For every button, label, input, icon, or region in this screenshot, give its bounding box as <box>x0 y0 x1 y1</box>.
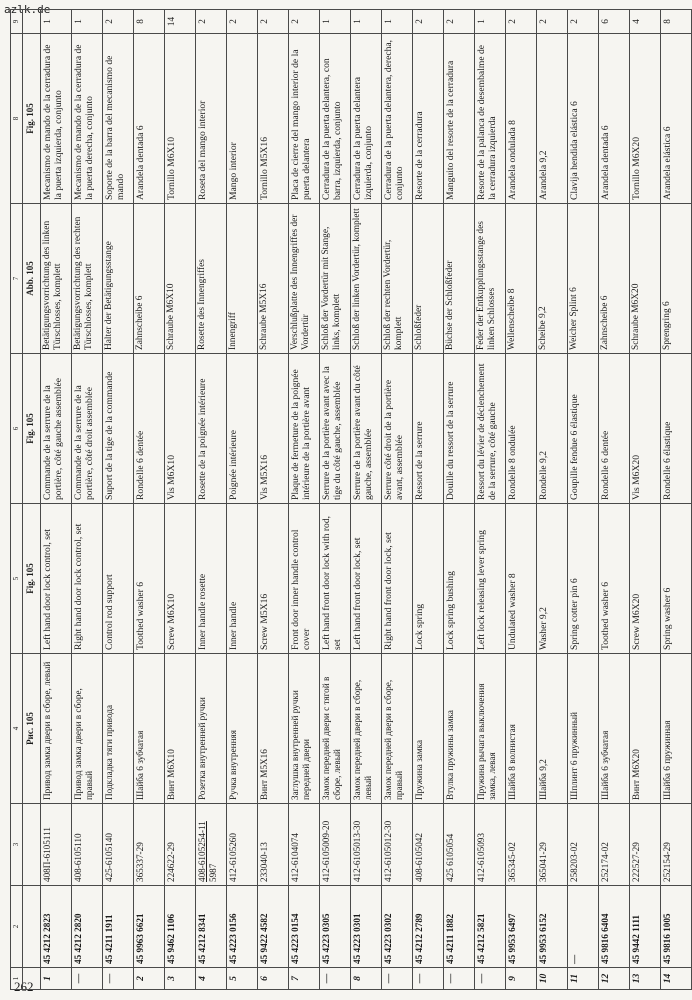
cell-en: Toothed washer 6 <box>134 504 165 654</box>
cell-ru: Шайба 6 зубчатая <box>599 654 630 804</box>
header-fr: Fig. 105 <box>23 354 41 504</box>
cell-fr: Rosette de la poignée intérieure <box>196 354 227 504</box>
col-num-2: 2 <box>11 886 23 968</box>
cell-es: Mecanismo de mando de la cerradura de la puerta izquierda, conjunto <box>41 34 72 204</box>
cell-alt: 408-6105110 <box>72 804 103 886</box>
cell-de: Schraube M5X16 <box>258 204 289 354</box>
cell-cat: 45 9816 1005 <box>661 886 692 968</box>
cell-ru: Винт М6Х10 <box>165 654 196 804</box>
table-row <box>413 10 444 990</box>
cell-de: Verschlußplatte des Innengriffes der Vordertür <box>289 204 320 354</box>
table-row <box>630 10 661 990</box>
col-num-7: 7 <box>11 204 23 354</box>
cell-de: Rosette des Innengriffes <box>196 204 227 354</box>
cell-qty: 8 <box>134 10 165 34</box>
cell-es: Soporte de la barra del mecanismo de mando <box>103 34 134 204</box>
cell-de: Schloß der rechten Vordertür, komplett <box>382 204 413 354</box>
cell-qty: 2 <box>103 10 134 34</box>
alt-number-suffix: 5987 <box>208 863 218 882</box>
cell-pos: 11 <box>568 968 599 990</box>
cell-cat: 45 9442 1111 <box>630 886 661 968</box>
cell-cat: 45 4211 1911 <box>103 886 134 968</box>
cell-qty: 2 <box>568 10 599 34</box>
cell-alt: 412-6105093 <box>475 804 506 886</box>
table-row <box>382 10 413 990</box>
cell-cat: 45 4223 0154 <box>289 886 320 968</box>
cell-alt: 412-6105260 <box>227 804 258 886</box>
cell-de: Schraube M6X20 <box>630 204 661 354</box>
cell-en: Toothed washer 6 <box>599 504 630 654</box>
cell-pos: 5 <box>227 968 258 990</box>
cell-fr: Rondelle 6 dentée <box>599 354 630 504</box>
cell-pos: 9 <box>506 968 537 990</box>
cell-en: Right hand front door lock, set <box>382 504 413 654</box>
cell-pos: 12 <box>599 968 630 990</box>
table-row <box>475 10 506 990</box>
cell-en: Left hand front door lock, set <box>351 504 382 654</box>
col-num-5: 5 <box>11 504 23 654</box>
cell-cat: 45 9422 4582 <box>258 886 289 968</box>
cell-de: Schloßfeder <box>413 204 444 354</box>
cell-de: Zahnscheibe 6 <box>599 204 630 354</box>
cell-alt: 408П-6105111 <box>41 804 72 886</box>
cell-alt: 412-6104074 <box>289 804 320 886</box>
cell-cat: 45 4212 5821 <box>475 886 506 968</box>
cell-es: Resorte de la palanca de desembalme de la cerradura izquierda <box>475 34 506 204</box>
cell-pos: 13 <box>630 968 661 990</box>
cell-de: Feder der Entkupplungsstange des linken Schlosses <box>475 204 506 354</box>
cell-cat: — <box>568 886 599 968</box>
cell-en: Front door inner handle control cover <box>289 504 320 654</box>
cell-ru: Подкладка тяги привода <box>103 654 134 804</box>
cell-de: Scheibe 9,2 <box>537 204 568 354</box>
table-row <box>320 10 351 990</box>
cell-es: Cerradura de la puerta delantera izquierda, conjunto <box>351 34 382 204</box>
cell-cat: 45 4223 0301 <box>351 886 382 968</box>
cell-en: Inner handle <box>227 504 258 654</box>
cell-pos: — <box>382 968 413 990</box>
table-row <box>227 10 258 990</box>
header-ru: Рис. 105 <box>23 654 41 804</box>
col-num-3: 3 <box>11 804 23 886</box>
cell-ru: Привод замка двери в сборе, правый <box>72 654 103 804</box>
cell-ru: Привод замка двери в сборе, левый <box>41 654 72 804</box>
col-num-4: 4 <box>11 654 23 804</box>
header-es: Fig. 105 <box>23 34 41 204</box>
cell-es: Arandela dentada 6 <box>599 34 630 204</box>
cell-ru: Пружина рычага выключения замка, левая <box>475 654 506 804</box>
cell-es: Placa de cierre del mango interior de la puerta delantera <box>289 34 320 204</box>
cell-qty: 1 <box>320 10 351 34</box>
cell-de: Betätigungsvorrichtung des rechten Türschlosses, komplett <box>72 204 103 354</box>
cell-ru: Розетка внутренней ручки <box>196 654 227 804</box>
cell-en: Left hand door lock control, set <box>41 504 72 654</box>
cell-alt: 408-6105042 <box>413 804 444 886</box>
table-row <box>568 10 599 990</box>
cell-qty: 1 <box>475 10 506 34</box>
cell-en: Spring cotter pin 6 <box>568 504 599 654</box>
cell-qty: 2 <box>258 10 289 34</box>
cell-en: Left lock releasing lever spring <box>475 504 506 654</box>
table-row <box>444 10 475 990</box>
cell-ru: Втулка пружины замка <box>444 654 475 804</box>
cell-fr: Plaque de fermeture de la poignée intérieure de la portière avant <box>289 354 320 504</box>
cell-ru: Шайба 8 волнистая <box>506 654 537 804</box>
cell-en: Washer 9,2 <box>537 504 568 654</box>
cell-fr: Rondelle 9,2 <box>537 354 568 504</box>
cell-ru: Ручка внутренняя <box>227 654 258 804</box>
cell-de: Büchse der Schloßfeder <box>444 204 475 354</box>
cell-es: Cerradura de la puerta delantera, con barra, izquierda, conjunto <box>320 34 351 204</box>
parts-table <box>10 9 692 990</box>
cell-fr: Serrure côté droit de la portière avant, assemblée <box>382 354 413 504</box>
cell-de: Schloß der linken Vordertür, komplett <box>351 204 382 354</box>
cell-ru: Пружина замка <box>413 654 444 804</box>
table-row <box>72 10 103 990</box>
cell-es: Roseta del mango interior <box>196 34 227 204</box>
cell-pos: 1 <box>41 968 72 990</box>
cell-de: Schraube M6X10 <box>165 204 196 354</box>
cell-es: Tornillo M6X20 <box>630 34 661 204</box>
cell-en: Screw M6X10 <box>165 504 196 654</box>
col-num-8: 8 <box>11 34 23 204</box>
cell-es: Tornillo M6X10 <box>165 34 196 204</box>
cell-cat: 45 4212 2823 <box>41 886 72 968</box>
cell-es: Arandela elástica 6 <box>661 34 692 204</box>
cell-fr: Serrure de la portière avant du côté gauche, assemblée <box>351 354 382 504</box>
table-row <box>661 10 692 990</box>
cell-es: Arandela 9,2 <box>537 34 568 204</box>
cell-alt: 365337-29 <box>134 804 165 886</box>
cell-fr: Poignée intérieure <box>227 354 258 504</box>
column-number-row <box>11 10 23 990</box>
cell-pos: — <box>72 968 103 990</box>
cell-fr: Suport de la tige de la commande <box>103 354 134 504</box>
cell-fr: Vis M5X16 <box>258 354 289 504</box>
parts-body <box>41 10 692 990</box>
cell-cat: 45 4211 1882 <box>444 886 475 968</box>
cell-fr: Commande de la serrure de la portière, côté gauche assemblée <box>41 354 72 504</box>
table-row <box>134 10 165 990</box>
cell-pos: 6 <box>258 968 289 990</box>
cell-qty: 14 <box>165 10 196 34</box>
cell-de: Sprengring 6 <box>661 204 692 354</box>
header-en: Fig. 105 <box>23 504 41 654</box>
cell-fr: Rondelle 8 ondulée <box>506 354 537 504</box>
table-row <box>41 10 72 990</box>
cell-qty: 4 <box>630 10 661 34</box>
cell-en: Inner handle rosette <box>196 504 227 654</box>
header-de: Abb. 105 <box>23 204 41 354</box>
cell-cat: 45 9816 6404 <box>599 886 630 968</box>
cell-qty: 1 <box>351 10 382 34</box>
cell-pos: 10 <box>537 968 568 990</box>
table-row <box>537 10 568 990</box>
cell-fr: Vis M6X10 <box>165 354 196 504</box>
col-num-1: 1 <box>11 968 23 990</box>
cell-de: Halter der Betätigungsstange <box>103 204 134 354</box>
cell-pos: 8 <box>351 968 382 990</box>
cell-alt: 222527-29 <box>630 804 661 886</box>
table-row <box>258 10 289 990</box>
table-row <box>351 10 382 990</box>
cell-en: Right hand door lock control, set <box>72 504 103 654</box>
table-row <box>599 10 630 990</box>
page-number: 262 <box>14 979 34 994</box>
site-watermark: azlk.de <box>4 3 51 16</box>
cell-pos: — <box>320 968 351 990</box>
cell-fr: Vis M6X20 <box>630 354 661 504</box>
cell-de: Innengriff <box>227 204 258 354</box>
cell-pos: — <box>413 968 444 990</box>
cell-es: Arandela ondulada 8 <box>506 34 537 204</box>
cell-fr: Douille du ressort de la serrure <box>444 354 475 504</box>
cell-alt: 412-6105012-30 <box>382 804 413 886</box>
cell-qty: 2 <box>537 10 568 34</box>
cell-es: Tornillo M5X16 <box>258 34 289 204</box>
cell-alt: 425 6105054 <box>444 804 475 886</box>
table-row <box>196 10 227 990</box>
cell-fr: Rondelle 6 élastique <box>661 354 692 504</box>
cell-fr: Ressort de la serrure <box>413 354 444 504</box>
cell-en: Screw M5X16 <box>258 504 289 654</box>
table-row <box>289 10 320 990</box>
cell-alt: 224622-29 <box>165 804 196 886</box>
cell-pos: 2 <box>134 968 165 990</box>
cell-ru: Шплинт 6 пружинный <box>568 654 599 804</box>
cell-qty: 2 <box>289 10 320 34</box>
cell-de: Betätigungsvorrichtung des linken Türschlosses, komplett <box>41 204 72 354</box>
cell-alt: 365041-29 <box>537 804 568 886</box>
cell-ru: Шайба 9,2 <box>537 654 568 804</box>
cell-fr: Serrure de la portière avant avec la tige du côté gauche, assemblée <box>320 354 351 504</box>
cell-ru: Шайба 6 зубчатая <box>134 654 165 804</box>
cell-alt: 425-6105140 <box>103 804 134 886</box>
cell-es: Arandela dentada 6 <box>134 34 165 204</box>
cell-ru: Винт М5Х16 <box>258 654 289 804</box>
cell-en: Left hand front door lock with rod, set <box>320 504 351 654</box>
cell-cat: 45 9953 6152 <box>537 886 568 968</box>
cell-en: Control rod support <box>103 504 134 654</box>
cell-cat: 45 4223 0305 <box>320 886 351 968</box>
cell-de: Zahnscheibe 6 <box>134 204 165 354</box>
cell-pos: — <box>444 968 475 990</box>
cell-cat: 45 4223 0156 <box>227 886 258 968</box>
cell-en: Lock spring bushing <box>444 504 475 654</box>
cell-pos: 4 <box>196 968 227 990</box>
table-row <box>165 10 196 990</box>
cell-qty: 2 <box>506 10 537 34</box>
cell-ru: Замок передней двери с тягой в сборе, левый <box>320 654 351 804</box>
cell-ru: Заглушка внутренней ручки передней двери <box>289 654 320 804</box>
cell-cat: 45 4212 8341 <box>196 886 227 968</box>
cell-fr: Goupille fendue 6 élastique <box>568 354 599 504</box>
figure-header-row <box>23 10 41 990</box>
cell-fr: Rondelle 6 dentée <box>134 354 165 504</box>
cell-pos: 3 <box>165 968 196 990</box>
cell-qty: 1 <box>41 10 72 34</box>
cell-fr: Ressort du lévier de déclenchement de la serrure, côté gauche <box>475 354 506 504</box>
cell-de: Schloß der Vordertür mit Stange, links, komplett <box>320 204 351 354</box>
cell-fr: Commande de la serrure de la portière, côté droit assemblée <box>72 354 103 504</box>
cell-alt: 233040-13 <box>258 804 289 886</box>
cell-alt: 258203-02 <box>568 804 599 886</box>
cell-en: Undulated washer 8 <box>506 504 537 654</box>
cell-cat: 45 9953 6497 <box>506 886 537 968</box>
cell-es: Resorte de la cerradura <box>413 34 444 204</box>
cell-cat: 45 4212 2820 <box>72 886 103 968</box>
cell-es: Mecanismo de mando de la cerradura de la puerta derecha, conjunto <box>72 34 103 204</box>
cell-es: Clavija hendida elástica 6 <box>568 34 599 204</box>
cell-cat: 45 4212 2789 <box>413 886 444 968</box>
cell-qty: 8 <box>661 10 692 34</box>
cell-pos: — <box>475 968 506 990</box>
cell-ru: Шайба 6 пружинная <box>661 654 692 804</box>
cell-de: Weicher Splint 6 <box>568 204 599 354</box>
cell-en: Spring washer 6 <box>661 504 692 654</box>
cell-qty: 2 <box>227 10 258 34</box>
cell-alt: 252174-02 <box>599 804 630 886</box>
cell-pos: 14 <box>661 968 692 990</box>
cell-qty: 2 <box>196 10 227 34</box>
cell-alt: 252154-29 <box>661 804 692 886</box>
cell-pos: — <box>103 968 134 990</box>
cell-pos: 7 <box>289 968 320 990</box>
cell-en: Screw M6X20 <box>630 504 661 654</box>
rotated-parts-table <box>10 10 673 990</box>
cell-alt: 365345-02 <box>506 804 537 886</box>
cell-ru: Винт М6Х20 <box>630 654 661 804</box>
cell-alt: 412-6105013-30 <box>351 804 382 886</box>
cell-ru: Замок передней двери в сборе, правый <box>382 654 413 804</box>
cell-ru: Замок передней двери в сборе, левый <box>351 654 382 804</box>
col-num-9: 9 <box>11 10 23 34</box>
cell-qty: 2 <box>444 10 475 34</box>
cell-cat: 45 9462 1106 <box>165 886 196 968</box>
cell-cat: 45 9963 6621 <box>134 886 165 968</box>
cell-es: Cerradura de la puerta delantera, derecha, conjunto <box>382 34 413 204</box>
col-num-6: 6 <box>11 354 23 504</box>
cell-es: Mango interior <box>227 34 258 204</box>
cell-qty: 1 <box>382 10 413 34</box>
cell-qty: 6 <box>599 10 630 34</box>
table-row <box>506 10 537 990</box>
cell-cat: 45 4223 0302 <box>382 886 413 968</box>
cell-en: Lock spring <box>413 504 444 654</box>
cell-alt: 408-6105254-11 5987 <box>196 804 227 886</box>
table-row <box>103 10 134 990</box>
cell-es: Manguito del resorte de la cerradura <box>444 34 475 204</box>
cell-alt: 412-6105009-20 <box>320 804 351 886</box>
cell-qty: 2 <box>413 10 444 34</box>
cell-qty: 1 <box>72 10 103 34</box>
cell-de: Wellenscheibe 8 <box>506 204 537 354</box>
